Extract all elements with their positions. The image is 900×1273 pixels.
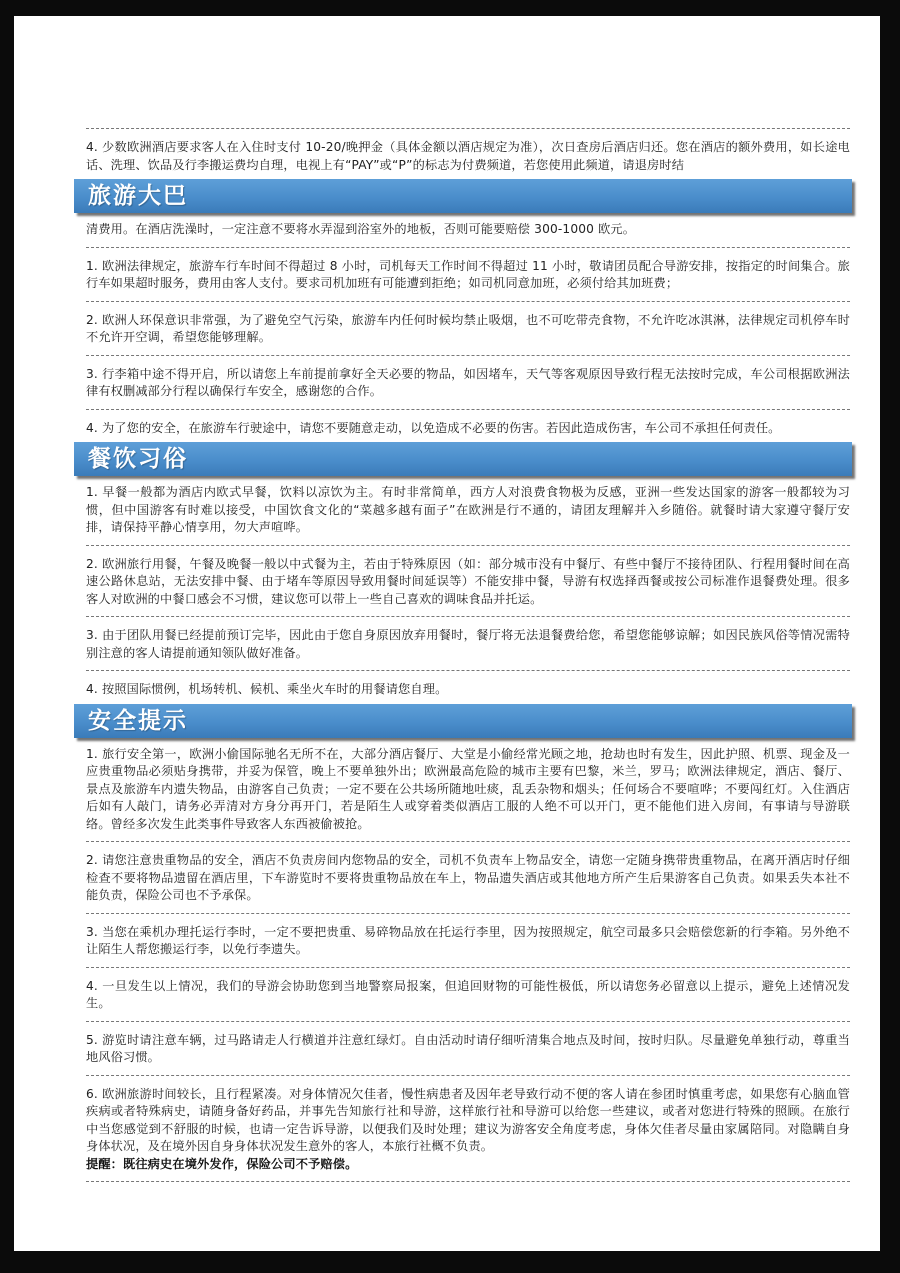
dining-item-3: 3. 由于团队用餐已经提前预订完毕，因此由于您自身原因放弃用餐时，餐厅将无法退餐费给您，希望您能够谅解；如因民族风俗等情况需特别注意的客人请提前通知领队做好准备。 (86, 628, 850, 660)
divider (86, 1021, 850, 1022)
divider (86, 967, 850, 968)
bus-item-3: 3. 行李箱中途不得开启，所以请您上车前提前拿好全天必要的物品，如因堵车，天气等客观原因导致行程无法按时完成，车公司根据欧洲法律有权删减部分行程以确保行车安全，感谢您的合作。 (86, 366, 850, 398)
dining-item-1: 1. 早餐一般都为酒店内欧式早餐，饮料以凉饮为主。有时非常简单，西方人对浪费食物极为反感，亚洲一些发达国家的游客一般都较为习惯，但中国游客有时难以接受，中国饮食文化的“菜越多越有面子”在欧洲是行不通的，请团友理解并入乡随俗。就餐时请大家遵守餐厅安排，请保持平静心情享用，勿大声喧哗。 (86, 485, 850, 534)
safety-item-6: 6. 欧洲旅游时间较长，且行程紧凑。对身体情况欠佳者，慢性病患者及因年老导致行动不便的客人请在参团时慎重考虑，如果您有心脑血管疾病或者特殊病史，请随身备好药品，并事先告知旅行社和导游，这样旅行社和导游可以给您一些建议，或者对您进行特殊的照顾。在旅行中当您感觉到不舒服的时候，也请一定告诉导游，以便我们及时处理；建议为游客安全角度考虑，身体欠佳者尽量由家属陪同。对隐瞒自身身体状况，及在境外因自身身体状况发生意外的客人，本旅行社概不负责。 (86, 1086, 850, 1153)
section-header-bus (74, 179, 850, 213)
safety-item-1: 1. 旅行安全第一，欧洲小偷国际驰名无所不在，大部分酒店餐厅、大堂是小偷经常光顾之地，抢劫也时有发生，因此护照、机票、现金及一应贵重物品必须贴身携带，并妥为保管，晚上不要单独外出；欧洲最高危险的城市主要有巴黎，米兰，罗马；欧洲法律规定，酒店、餐厅、景点及旅游车内遗失物品，由游客自己负责；一定不要在公共场所随地吐痰，乱丢杂物和烟头；任何场合不要喧哗；不要闯红灯。入住酒店后如有人敲门，请务必弄清对方身分再开门，若是陌生人或穿着类似酒店工服的人绝不可以开门，更不能他们进入房间，有事请与导游联络。曾经多次发生此类事件导致客人东西被偷被抢。 (86, 746, 850, 831)
safety-item-5: 5. 游览时请注意车辆，过马路请走人行横道并注意红绿灯。自由活动时请仔细听清集合地点及时间，按时归队。尽量避免单独行动，尊重当地风俗习惯。 (86, 1032, 850, 1064)
divider (86, 247, 850, 248)
bus-item-2: 2. 欧洲人环保意识非常强，为了避免空气污染，旅游车内任何时候均禁止吸烟，也不可吃带壳食物，不允许吃冰淇淋，法律规定司机停车时不允许开空调，希望您能够理解。 (86, 312, 850, 344)
safety-item-2: 2. 请您注意贵重物品的安全，酒店不负责房间内您物品的安全，司机不负责车上物品安全，请您一定随身携带贵重物品，在离开酒店时仔细检查不要将物品遗留在酒店里，下车游览时不要将贵重物品放在车上，物品遗失酒店或其他地方所产生后果游客自己负责。如果丢失本社不能负责，保险公司也不予承保。 (86, 853, 850, 902)
hotel-item-4: 4. 少数欧洲酒店要求客人在入住时支付 10-20/晚押金（具体金额以酒店规定为准），次日查房后酒店归还。您在酒店的额外费用，如长途电话、洗理、饮品及行李搬运费均自理，电视上有“PAY”或“P”的标志为付费频道，若您使用此频道，请退房时结 (86, 140, 850, 172)
section-title-dining: 餐饮习俗 (88, 445, 188, 472)
document-body (86, 120, 850, 1192)
divider (86, 409, 850, 410)
section-band (74, 179, 852, 213)
section-band (74, 442, 852, 476)
safety-item-4: 4. 一旦发生以上情况，我们的导游会协助您到当地警察局报案，但追回财物的可能性极低，所以请您务必留意以上提示，避免上述情况发生。 (86, 978, 850, 1010)
section-title-bus: 旅游大巴 (88, 182, 188, 209)
divider (86, 1075, 850, 1076)
divider (86, 301, 850, 302)
divider (86, 545, 850, 546)
divider (86, 355, 850, 356)
dining-item-4: 4. 按照国际惯例，机场转机、候机、乘坐火车时的用餐请您自理。 (86, 682, 448, 696)
dining-item-2: 2. 欧洲旅行用餐，午餐及晚餐一般以中式餐为主，若由于特殊原因（如：部分城市没有中餐厅、有些中餐厅不接待团队、行程用餐时间在高速公路休息站，无法安排中餐、由于堵车等原因导致用餐时间延误等）不能安排中餐，导游有权选择西餐或按公司标准作退餐费处理。很多客人对欧洲的中餐口感会不习惯，建议您可以带上一些自己喜欢的调味食品并托运。 (86, 556, 850, 606)
bus-item-4: 4. 为了您的安全，在旅游车行驶途中，请您不要随意走动，以免造成不必要的伤害。若因此造成伤害，车公司不承担任何责任。 (86, 420, 781, 435)
divider (86, 670, 850, 671)
bus-item-1: 1. 欧洲法律规定，旅游车行车时间不得超过 8 小时，司机每天工作时间不得超过 11 小时，敬请团员配合导游安排，按指定的时间集合。旅行车如果超时服务，费用由客人支付。要求司机加班有可能遭到拒绝；如司机同意加班，必须付给其加班费； (86, 258, 850, 290)
section-band (74, 704, 852, 738)
section-header-safety (74, 704, 850, 738)
divider (86, 616, 850, 617)
divider (86, 1181, 850, 1182)
insurance-reminder: 提醒：既往病史在境外发作，保险公司不予赔偿。 (86, 1156, 358, 1171)
section-header-dining (74, 442, 850, 476)
divider (86, 913, 850, 914)
section-title-safety: 安全提示 (88, 706, 188, 734)
divider (86, 128, 850, 129)
safety-item-3: 3. 当您在乘机办理托运行李时，一定不要把贵重、易碎物品放在托运行李里，因为按照规定，航空司最多只会赔偿您新的行李箱。另外绝不让陌生人帮您搬运行李，以免行李遗失。 (86, 924, 850, 956)
divider (86, 841, 850, 842)
hotel-item-4-continued: 清费用。在酒店洗澡时，一定注意不要将水弄湿到浴室外的地板，否则可能要赔偿 300-1000 欧元。 (86, 222, 636, 236)
